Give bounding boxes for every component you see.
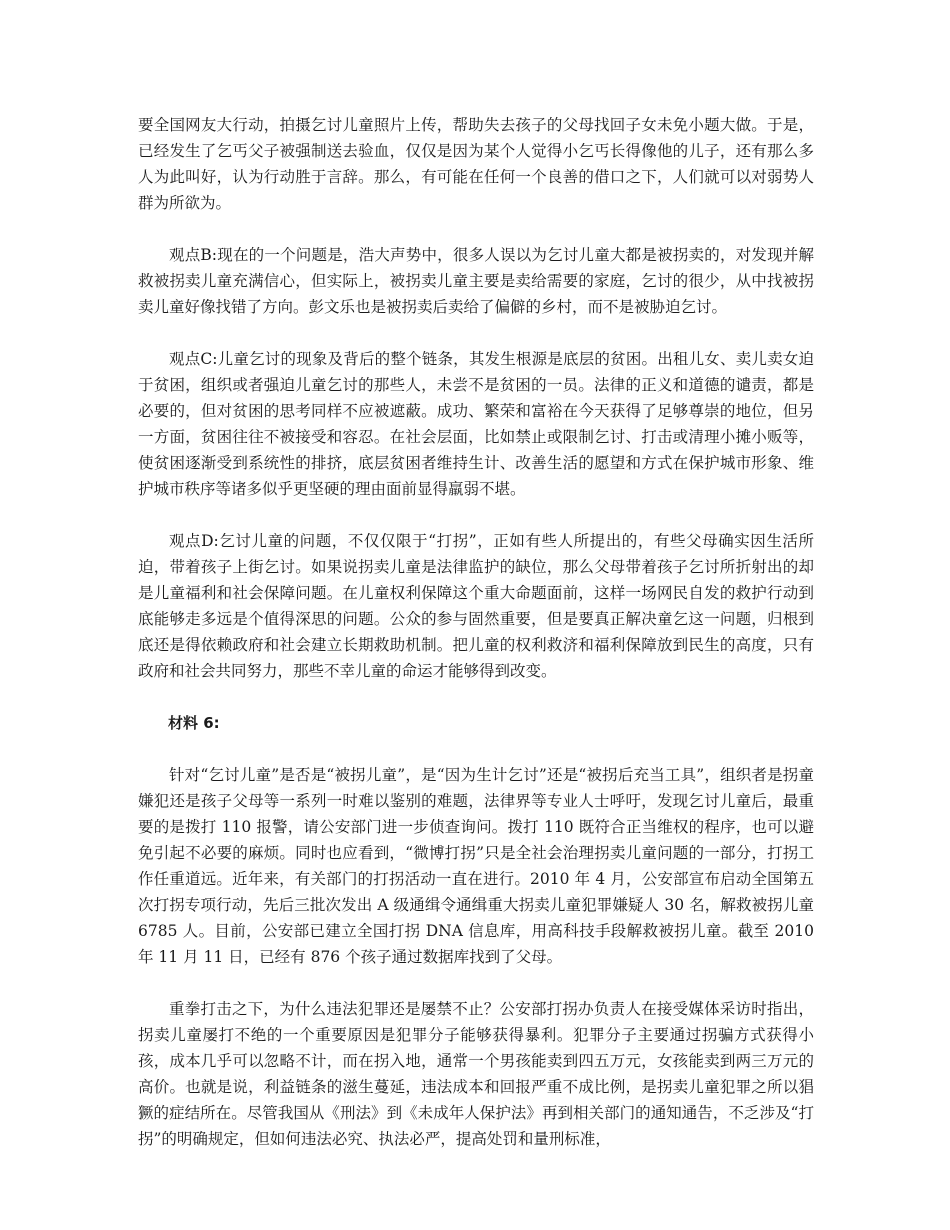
paragraph-viewpoint-c: 观点C:儿童乞讨的现象及背后的整个链条，其发生根源是底层的贫困。出租儿女、卖儿卖女迫于贫困，组织或者强迫儿童乞讨的那些人，未尝不是贫困的一员。法律的正义和道德的谴责，都是必要的，但对贫困的思考同样不应被遮蔽。成功、繁荣和富裕在今天获得了足够尊崇的地位，但另一方面，贫困往往不被接受和容忍。在社会层面，比如禁止或限制乞讨、打击或清理小摊小贩等，使贫困逐渐受到系统性的排挤，底层贫困者维持生计、改善生活的愿望和方式在保护城市形象、维护城市秩序等诸多似乎更坚硬的理由面前显得羸弱不堪。: [138, 350, 814, 498]
section-heading-material-6: 材料 6:: [168, 714, 220, 732]
paragraph-continuation: 要全国网友大行动，拍摄乞讨儿童照片上传，帮助失去孩子的父母找回子女未免小题大做。于是，已经发生了乞丐父子被强制送去验血，仅仅是因为某个人觉得小乞丐长得像他的儿子，还有那么多人为此叫好，认为行动胜于言辞。那么，有可能在任何一个良善的借口之下，人们就可以对弱势人群为所欲为。: [138, 116, 814, 212]
paragraph-viewpoint-b: 观点B:现在的一个问题是，浩大声势中，很多人误以为乞讨儿童大都是被拐卖的，对发现并解救被拐卖儿童充满信心，但实际上，被拐卖儿童主要是卖给需要的家庭，乞讨的很少，从中找被拐卖儿童好像找错了方向。彭文乐也是被拐卖后卖给了偏僻的乡村，而不是被胁迫乞讨。: [138, 246, 814, 316]
paragraph-material-6-analysis: 重拳打击之下，为什么违法犯罪还是屡禁不止？公安部打拐办负责人在接受媒体采访时指出，拐卖儿童屡打不绝的一个重要原因是犯罪分子能够获得暴利。犯罪分子主要通过拐骗方式获得小孩，成本几乎可以忽略不计，而在拐入地，通常一个男孩能卖到四五万元，女孩能卖到两三万元的高价。也就是说，利益链条的滋生蔓延，违法成本和回报严重不成比例，是拐卖儿童犯罪之所以猖獗的症结所在。尽管我国从《刑法》到《未成年人保护法》再到相关部门的通知通告，不乏涉及“打拐”的明确规定，但如何违法必究、执法必严，提高处罚和量刑标准，: [138, 1000, 814, 1148]
paragraph-material-6-intro: 针对“乞讨儿童”是否是“被拐儿童”，是“因为生计乞讨”还是“被拐后充当工具”，组织者是拐童嫌犯还是孩子父母等一系列一时难以鉴别的难题，法律界等专业人士呼吁，发现乞讨儿童后，最重要的是拨打 110 报警，请公安部门进一步侦查询问。拨打 110 既符合正当维权的程序，也可以避免引起不必要的麻烦。同时也应看到，“微博打拐”只是全社会治理拐卖儿童问题的一部分，打拐工作任重道远。近年来，有关部门的打拐活动一直在进行。2010 年 4 月，公安部宣布启动全国第五次打拐专项行动，先后三批次发出 A 级通缉令通缉重大拐卖儿童犯罪嫌疑人 30 名，解救被拐儿童 6785 人。目前，公安部已建立全国打拐 DNA 信息库，用高科技手段解救被拐儿童。截至 2010 年 11 月 11 日，已经有 876 个孩子通过数据库找到了父母。: [138, 766, 814, 966]
paragraph-viewpoint-d: 观点D:乞讨儿童的问题，不仅仅限于“打拐”，正如有些人所提出的，有些父母确实因生活所迫，带着孩子上街乞讨。如果说拐卖儿童是法律监护的缺位，那么父母带着孩子乞讨所折射出的却是儿童福利和社会保障问题。在儿童权利保障这个重大命题面前，这样一场网民自发的救护行动到底能够走多远是个值得深思的问题。公众的参与固然重要，但是要真正解决童乞这一问题，归根到底还是得依赖政府和社会建立长期救助机制。把儿童的权利救济和福利保障放到民生的高度，只有政府和社会共同努力，那些不幸儿童的命运才能够得到改变。: [138, 532, 814, 680]
document-page: [138, 112, 814, 1178]
